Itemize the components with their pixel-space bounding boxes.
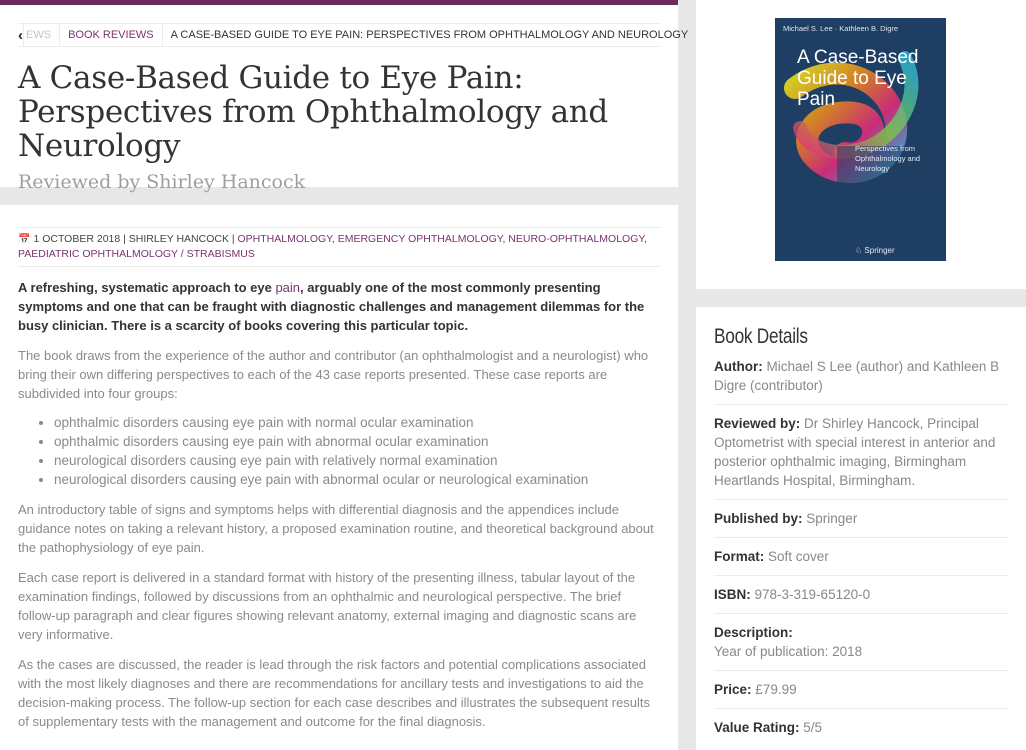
article-body-card [0, 205, 678, 750]
page-subtitle: Reviewed by Shirley Hancock [18, 171, 306, 193]
list-item: • neurological disorders causing eye pain with abnormal ocular or neurological examination [54, 470, 660, 489]
pain-link[interactable]: pain [275, 280, 301, 295]
breadcrumb-item-news[interactable]: EWS [23, 24, 59, 46]
detail-row-author: Author: Michael S Lee (author) and Kathleen B Digre (contributor) [714, 357, 1008, 405]
detail-row-value-rating: Value Rating: 5/5 [714, 720, 823, 735]
chevron-left-icon[interactable]: ‹ [18, 26, 23, 44]
cover-title: A Case-Based Guide to Eye Pain [797, 47, 919, 110]
breadcrumb-item-book-reviews[interactable]: BOOK REVIEWS [59, 24, 162, 46]
date-author: 1 OCTOBER 2018 | SHIRLEY HANCOCK | [33, 233, 235, 245]
book-details-heading: Book Details [714, 325, 808, 348]
category-link-paediatric-ophthalmology[interactable]: PAEDIATRIC OPHTHALMOLOGY / STRABISMUS [18, 248, 255, 260]
book-details-card [696, 307, 1026, 750]
detail-row-description: Description: Year of publication: 2018 [714, 614, 1008, 671]
article-meta: 📅 1 OCTOBER 2018 | SHIRLEY HANCOCK | OPHTHALMOLOGY, EMERGENCY OPHTHALMOLOGY, NEURO-OPHTHALMOLOGY, PAEDIATRIC OPHTHALMOLOGY / STRABISMUS [18, 227, 660, 267]
book-cover-image [775, 18, 946, 261]
detail-row-reviewed-by: Reviewed by: Dr Shirley Hancock, Principal Optometrist with special interest in anterior and posterior ophthalmic imaging, Birmingham Heartlands Hospital, Birmingham. [714, 405, 1008, 500]
breadcrumb-item-current: A CASE-BASED GUIDE TO EYE PAIN: PERSPECTIVES FROM OPHTHALMOLOGY AND NEUROLOGY [162, 24, 697, 46]
case-groups-list [18, 413, 660, 489]
category-link-neuro-ophthalmology[interactable]: NEURO-OPHTHALMOLOGY [508, 233, 645, 245]
page-title: A Case-Based Guide to Eye Pain: Perspectives from Ophthalmology and Neurology [18, 60, 608, 164]
article-header-card [0, 5, 689, 193]
detail-row-format: Format: Soft cover [714, 538, 1008, 576]
calendar-icon: 📅 [18, 234, 31, 245]
category-link-ophthalmology[interactable]: OPHTHALMOLOGY [237, 233, 332, 245]
detail-row-published-by: Published by: Springer [714, 500, 1008, 538]
breadcrumb [18, 23, 689, 47]
body-paragraph-1: The book draws from the experience of the author and contributor (an ophthalmologist and a neurologist) who bring their own differing perspectives to each of the 43 case reports presented. These case reports are subdivided into four groups: [18, 348, 649, 401]
body-paragraph-4: As the cases are discussed, the reader is lead through the risk factors and potential complications associated with the most likely diagnoses and there are recommendations for ancillary tests and investigations to aid the decision-making process. The follow-up section for each case describes and illustrates the subsequent results of supplementary tests with the management and outcome for the final diagnosis. [18, 657, 651, 729]
detail-row-isbn: ISBN: 978-3-319-65120-0 [714, 576, 1008, 614]
list-item: • neurological disorders causing eye pain with relatively normal examination [54, 451, 660, 470]
cover-publisher: ♘ Springer [855, 246, 895, 255]
cover-authors: Michael S. Lee · Kathleen B. Digre [783, 24, 899, 33]
body-paragraph-2: An introductory table of signs and symptoms helps with differential diagnosis and the appendices include guidance notes on taking a relevant history, a proposed examination routine, and theoretical background about the pathophysiology of eye pain. [18, 502, 654, 555]
list-item: • ophthalmic disorders causing eye pain with abnormal ocular examination [54, 432, 660, 451]
cover-subtitle: Perspectives from Ophthalmology and Neurology [855, 144, 921, 173]
book-cover-card [696, 0, 1026, 289]
list-item: • ophthalmic disorders causing eye pain with normal ocular examination [54, 413, 660, 432]
lead-paragraph: A refreshing, systematic approach to eye pain, arguably one of the most commonly presenting symptoms and one that can be fraught with diagnostic challenges and management dilemmas for the busy clinician. There is a scarcity of books covering this particular topic. [18, 280, 645, 333]
category-link-emergency-ophthalmology[interactable]: EMERGENCY OPHTHALMOLOGY [337, 233, 503, 245]
body-paragraph-3: Each case report is delivered in a standard format with history of the presenting illness, tabular layout of the examination findings, followed by discussions from an ophthalmic and neurological perspective. The brief follow-up paragraph and clear figures showing relevant anatomy, external imaging and diagnostic scans are very informative. [18, 570, 637, 642]
sidebar [696, 0, 1026, 735]
detail-row-price: Price: £79.99 [714, 671, 1008, 709]
